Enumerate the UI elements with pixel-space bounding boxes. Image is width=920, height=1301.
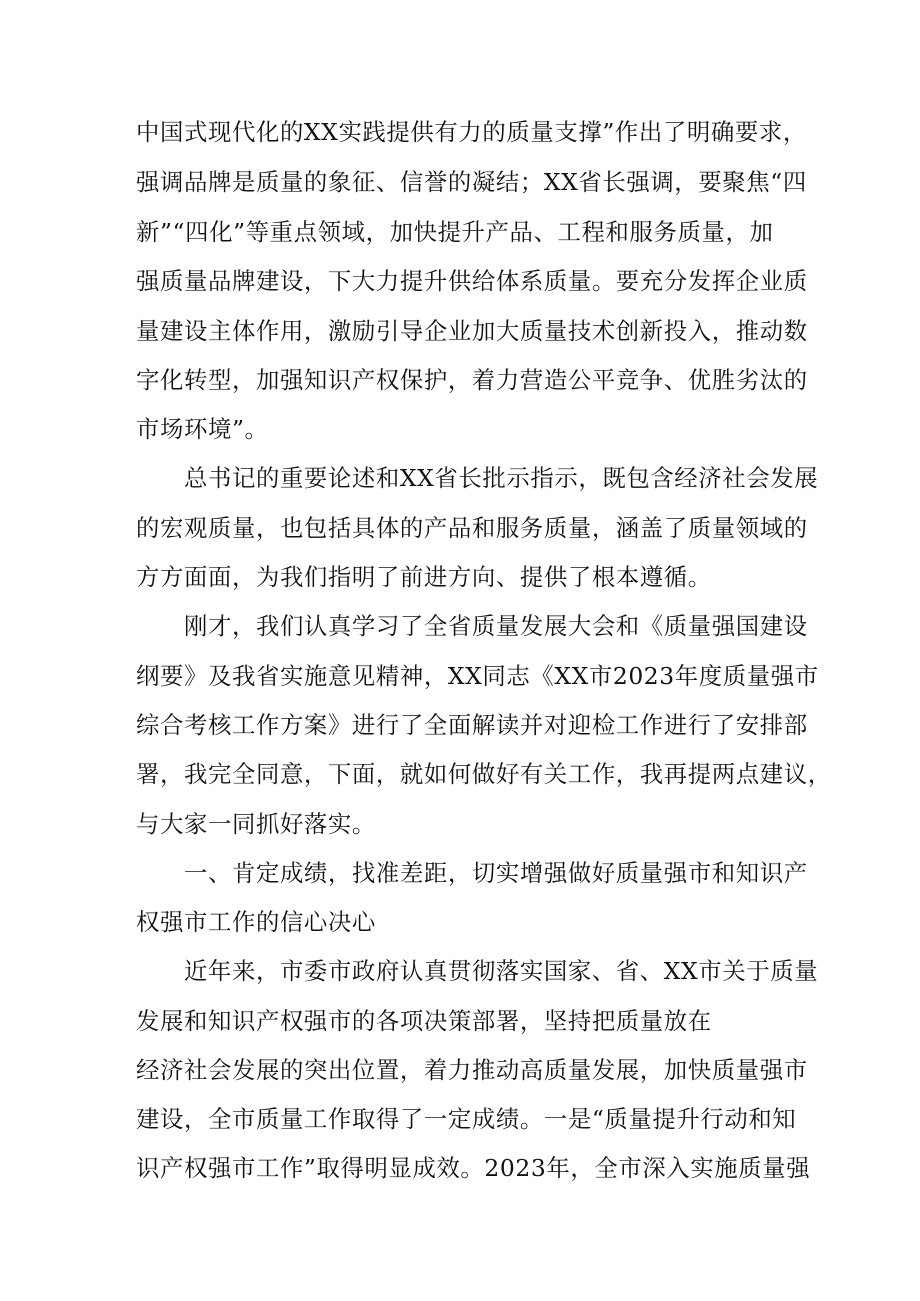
text-line: 与大家一同抓好落实。 (136, 810, 376, 838)
text-line: 综合考核工作方案》进行了全面解读并对迎检工作进行了安排部 (136, 711, 808, 739)
text-line: 的宏观质量，也包括具体的产品和服务质量，涵盖了质量领域的 (136, 514, 808, 542)
text-line: 近年来，市委市政府认真贯彻落实国家、省、XX市关于质量 (136, 957, 819, 985)
text-line: 总书记的重要论述和XX省长批示指示，既包含经济社会发展 (136, 464, 819, 492)
text-line: 建设，全市质量工作取得了一定成绩。一是“质量提升行动和知 (136, 1105, 797, 1133)
text-line: 识产权强市工作”取得明显成效。2023年，全市深入实施质量强 (136, 1154, 811, 1182)
text-line: 强调品牌是质量的象征、信誉的凝结；XX省长强调，要聚焦“四 (136, 168, 807, 196)
text-line: 中国式现代化的XX实践提供有力的质量支撑”作出了明确要求， (136, 118, 807, 146)
text-line: 发展和知识产权强市的各项决策部署，坚持把质量放在 (136, 1007, 712, 1035)
text-line: 经济社会发展的突出位置，着力推动高质量发展，加快质量强市 (136, 1056, 808, 1084)
text-line: 量建设主体作用，激励引导企业加大质量技术创新投入，推动数 (136, 317, 808, 345)
text-line: 字化转型，加强知识产权保护，着力营造公平竞争、优胜劣汰的 (136, 366, 808, 394)
text-line: 署，我完全同意，下面，就如何做好有关工作，我再提两点建议， (136, 760, 832, 788)
text-line: 新”“四化”等重点领域，加快提升产品、工程和服务质量，加 (136, 218, 774, 246)
text-line: 方方面面，为我们指明了前进方向、提供了根本遵循。 (136, 563, 712, 591)
text-line: 市场环境”。 (136, 415, 269, 443)
section-heading-line: 一、肯定成绩，找准差距，切实增强做好质量强市和知识产 (136, 859, 808, 887)
section-heading-line: 权强市工作的信心决心 (136, 908, 376, 936)
text-line: 刚才，我们认真学习了全省质量发展大会和《质量强国建设 (136, 612, 808, 640)
text-line: 强质量品牌建设，下大力提升供给体系质量。要充分发挥企业质 (136, 267, 808, 295)
text-line: 纲要》及我省实施意见精神，XX同志《XX市2023年度质量强市 (136, 662, 819, 690)
